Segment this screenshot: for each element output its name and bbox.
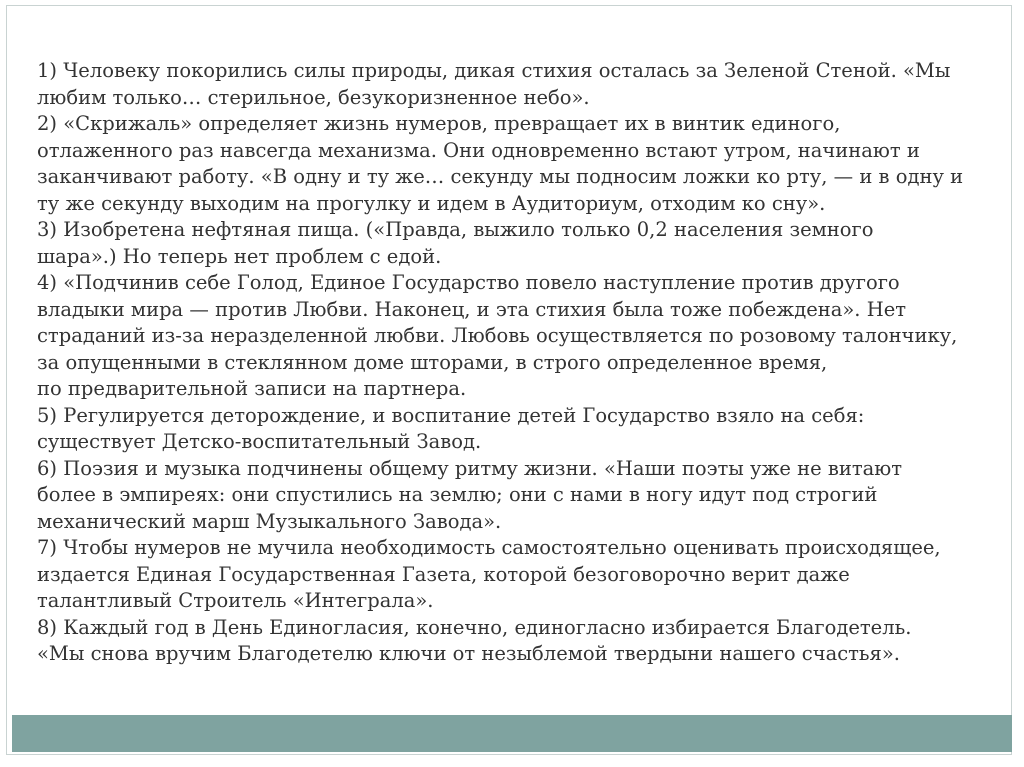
footer-bar <box>12 715 1012 752</box>
text-line: владыки мира — против Любви. Наконец, и эта стихия была тоже побеждена». Нет <box>37 297 907 321</box>
text-line: 4) «Подчинив себе Голод, Единое Государство повело наступление против другого <box>37 271 900 294</box>
text-line: страданий из-за неразделенной любви. Любовь осуществляется по розовому талончику, <box>37 324 958 347</box>
text-line: «Мы снова вручим Благодетелю ключи от незыблемой твердыни нашего счастья». <box>37 642 900 665</box>
text-line: более в эмпиреях: они спустились на землю; они с нами в ногу идут под строгий <box>37 483 878 506</box>
text-line: издается Единая Государственная Газета, которой безоговорочно верит даже <box>37 562 850 586</box>
text-line: 3) Изобретена нефтяная пища. («Правда, выжило только 0,2 населения земного <box>37 218 874 241</box>
text-line: 6) Поэзия и музыка подчинены общему ритму жизни. «Наши поэты уже не витают <box>37 456 903 480</box>
text-line: любим только… стерильное, безукоризненное небо». <box>37 85 590 109</box>
text-line: ту же секунду выходим на прогулку и идем в Аудиториум, отходим ко сну». <box>37 191 826 215</box>
text-line: отлаженного раз навсегда механизма. Они одновременно встают утром, начинают и <box>37 138 920 162</box>
text-line: существует Детско-воспитательный Завод. <box>37 430 482 453</box>
text-line: по предварительной записи на партнера. <box>37 377 467 400</box>
text-line: 1) Человеку покорились силы природы, дикая стихия осталась за Зеленой Стеной. «Мы <box>37 59 951 82</box>
text-line: талантливый Строитель «Интеграла». <box>37 589 434 612</box>
text-line: 7) Чтобы нумеров не мучила необходимость самостоятельно оценивать происходящее, <box>37 536 941 559</box>
text-line: 8) Каждый год в День Единогласия, конечно, единогласно избирается Благодетель. <box>37 615 912 639</box>
text-line: заканчивают работу. «В одну и ту же… секунду мы подносим ложки ко рту, — и в одну и <box>37 165 964 188</box>
text-line: шара».) Но теперь нет проблем с едой. <box>37 244 442 268</box>
slide-body-text <box>37 58 1002 668</box>
text-line: 2) «Скрижаль» определяет жизнь нумеров, превращает их в винтик единого, <box>37 112 841 135</box>
text-line: за опущенными в стеклянном доме шторами, в строго определенное время, <box>37 350 828 374</box>
text-line: механический марш Музыкального Завода». <box>37 509 502 533</box>
text-line: 5) Регулируется деторождение, и воспитание детей Государство взяло на себя: <box>37 403 865 427</box>
